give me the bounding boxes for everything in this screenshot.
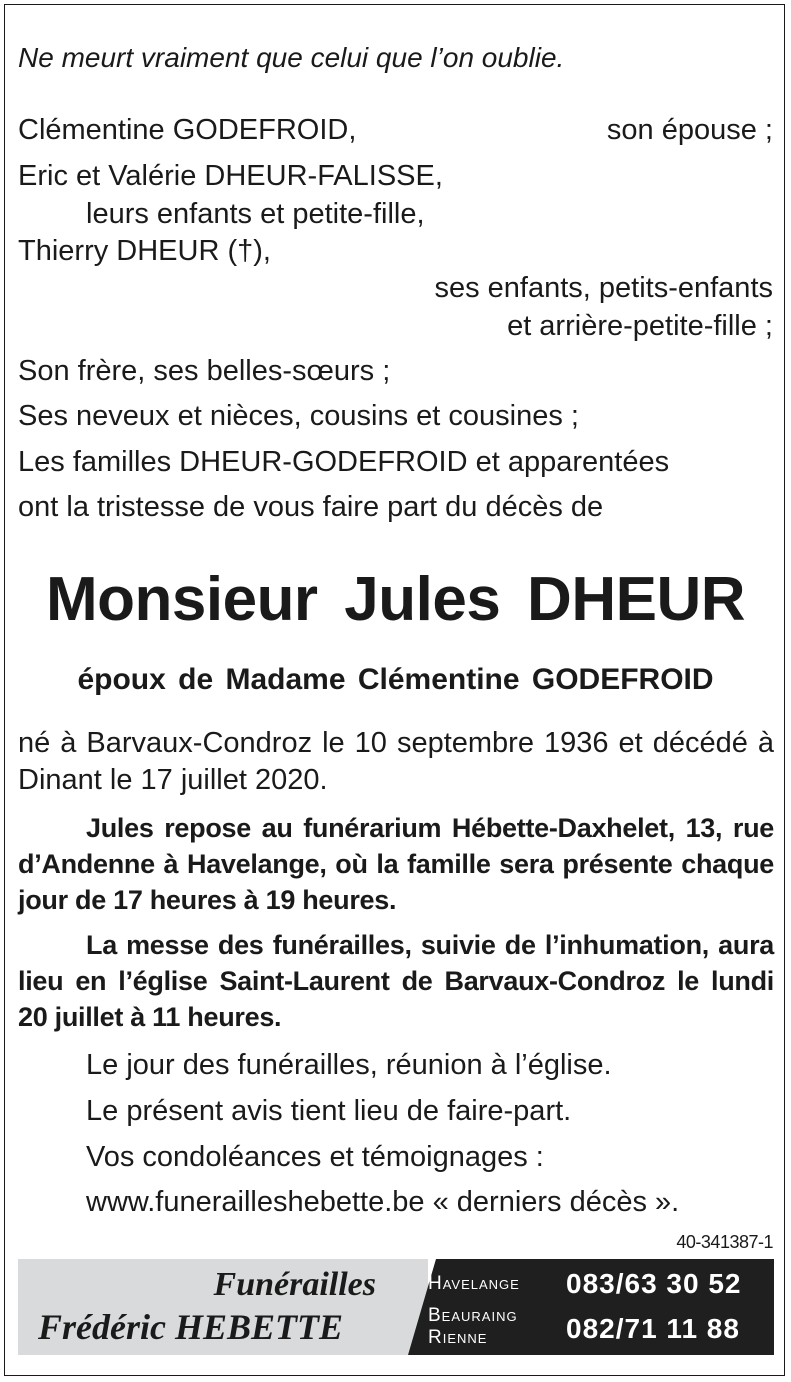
family-line-nephews: Ses neveux et nièces, cousins et cousines ; [18, 400, 579, 432]
deceased-name: Monsieur Jules DHEUR [45, 565, 746, 634]
phone-beauraing-rienne[interactable]: 082/71 11 88 [566, 1313, 740, 1344]
family-line-children-role: leurs enfants et petite-fille, [86, 198, 425, 230]
funeral-home-banner [18, 1259, 774, 1355]
notice-line: Le présent avis tient lieu de faire-part. [86, 1095, 572, 1127]
family-line-grandchildren: ses enfants, petits-enfants [434, 272, 773, 304]
family-line-thierry: Thierry DHEUR (†), [18, 235, 271, 267]
condolences-line: Vos condoléances et témoignages : [86, 1141, 544, 1173]
birth-death-paragraph: né à Barvaux-Condroz le 10 septembre 1936 et décédé à Dinant le 17 juillet 2020. [18, 727, 774, 796]
family-line-families: Les familles DHEUR-GODEFROID et apparentées [18, 446, 670, 478]
location-rienne: Rienne [428, 1327, 488, 1348]
epigraph-quote: Ne meurt vraiment que celui que l’on oublie. [18, 42, 565, 73]
brand-name-line1: Funérailles [213, 1266, 376, 1303]
family-line-children: Eric et Valérie DHEUR-FALISSE, [18, 160, 443, 192]
family-line-spouse-role: son épouse ; [606, 114, 773, 146]
deceased-spouse: époux de Madame Clémentine GODEFROID [77, 663, 714, 696]
phone-havelange[interactable]: 083/63 30 52 [566, 1268, 742, 1299]
reference-number: 40-341387-1 [676, 1232, 773, 1252]
location-havelange: Havelange [428, 1273, 520, 1294]
family-line-great-grandchild: et arrière-petite-fille ; [507, 310, 773, 342]
family-line-spouse-name: Clémentine GODEFROID, [18, 114, 357, 146]
repose-paragraph: Jules repose au funérarium Hébette-Daxhelet, 13, rue d’Andenne à Havelange, où la famille sera présente chaque jour de 17 heures à 19 heures. [18, 813, 774, 915]
location-beauraing: Beauraing [428, 1305, 518, 1326]
website-line[interactable]: www.funerailleshebette.be « derniers décès ». [86, 1186, 680, 1218]
brand-name-line2: Frédéric HEBETTE [38, 1307, 343, 1347]
family-line-siblings: Son frère, ses belles-sœurs ; [18, 355, 391, 387]
mass-paragraph: La messe des funérailles, suivie de l’inhumation, aura lieu en l’église Saint-Laurent de Barvaux-Condroz le lundi 20 juillet à 11 heures. [18, 930, 774, 1032]
gathering-line: Le jour des funérailles, réunion à l’église. [86, 1049, 612, 1081]
family-line-announcement: ont la tristesse de vous faire part du décès de [18, 491, 604, 523]
